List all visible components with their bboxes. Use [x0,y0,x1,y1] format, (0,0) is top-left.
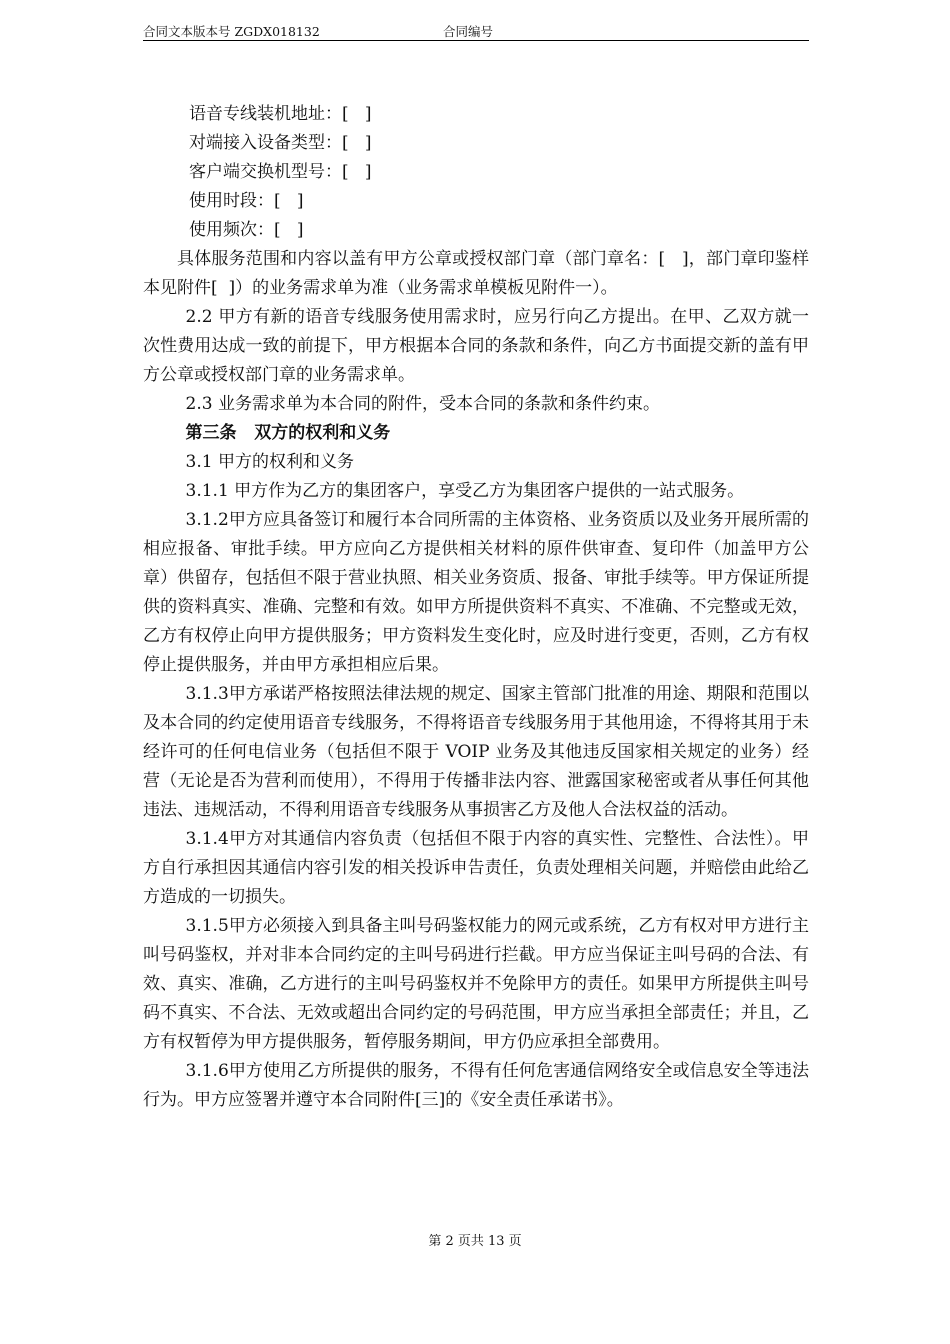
field-switch-model: 客户端交换机型号：[ ] [189,162,372,182]
paragraph-3-1-6: 3.1.6甲方使用乙方所提供的服务，不得有任何危害通信网络安全或信息安全等违法行为。甲方应签署并遵守本合同附件[三]的《安全责任承诺书》。 [143,1061,809,1110]
field-usage-frequency: 使用频次：[ ] [189,220,304,240]
page-header [143,24,809,41]
paragraph-3-1: 3.1 甲方的权利和义务 [185,452,354,472]
contract-number-label: 合同编号 [443,24,494,39]
paragraph-3-1-1: 3.1.1 甲方作为乙方的集团客户，享受乙方为集团客户提供的一站式服务。 [185,481,745,501]
page-number: 第 2 页共 13 页 [428,1234,522,1249]
field-usage-period: 使用时段：[ ] [189,191,304,211]
field-device-type: 对端接入设备类型：[ ] [189,133,372,153]
paragraph-3-1-3: 3.1.3甲方承诺严格按照法律法规的规定、国家主管部门批准的用途、期限和范围以及本合同的约定使用语音专线服务，不得将语音专线服务用于其他用途，不得将其用于未经许可的任何电信业务（包括但不限于 VOIP 业务及其他违反国家相关规定的业务）经营（无论是否为营利而使用），不得用于传播非法内容、泄露国家秘密或者从事任何其他违法、违规活动，不得利用语音专线服务从事损害乙方及他人合法权益的活动。 [143,684,809,820]
article-3-heading: 第三条 双方的权利和义务 [185,423,391,443]
field-install-address: 语音专线装机地址：[ ] [189,104,372,124]
paragraph-service-scope: 具体服务范围和内容以盖有甲方公章或授权部门章（部门章名：[ ]，部门章印鉴样本见附件[ ]）的业务需求单为准（业务需求单模板见附件一）。 [143,249,809,298]
paragraph-2-2: 2.2 甲方有新的语音专线服务使用需求时，应另行向乙方提出。在甲、乙双方就一次性费用达成一致的前提下，甲方根据本合同的条款和条件，向乙方书面提交新的盖有甲方公章或授权部门章的业务需求单。 [143,307,809,385]
paragraph-3-1-4: 3.1.4甲方对其通信内容负责（包括但不限于内容的真实性、完整性、合法性）。甲方自行承担因其通信内容引发的相关投诉申告责任，负责处理相关问题，并赔偿由此给乙方造成的一切损失。 [143,829,809,907]
document-body [143,100,809,1115]
paragraph-2-3: 2.3 业务需求单为本合同的附件，受本合同的条款和条件约束。 [185,394,660,414]
paragraph-3-1-5: 3.1.5甲方必须接入到具备主叫号码鉴权能力的网元或系统，乙方有权对甲方进行主叫号码鉴权，并对非本合同约定的主叫号码进行拦截。甲方应当保证主叫号码的合法、有效、真实、准确，乙方进行的主叫号码鉴权并不免除甲方的责任。如果甲方所提供主叫号码不真实、不合法、无效或超出合同约定的号码范围，甲方应当承担全部责任；并且，乙方有权暂停为甲方提供服务，暂停服务期间，甲方仍应承担全部费用。 [143,916,809,1052]
paragraph-3-1-2: 3.1.2甲方应具备签订和履行本合同所需的主体资格、业务资质以及业务开展所需的相应报备、审批手续。甲方应向乙方提供相关材料的原件供审查、复印件（加盖甲方公章）供留存，包括但不限于营业执照、相关业务资质、报备、审批手续等。甲方保证所提供的资料真实、准确、完整和有效。如甲方所提供资料不真实、不准确、不完整或无效，乙方有权停止向甲方提供服务；甲方资料发生变化时，应及时进行变更，否则，乙方有权停止提供服务，并由甲方承担相应后果。 [143,510,809,675]
contract-version-label: 合同文本版本号 ZGDX018132 [143,24,320,39]
